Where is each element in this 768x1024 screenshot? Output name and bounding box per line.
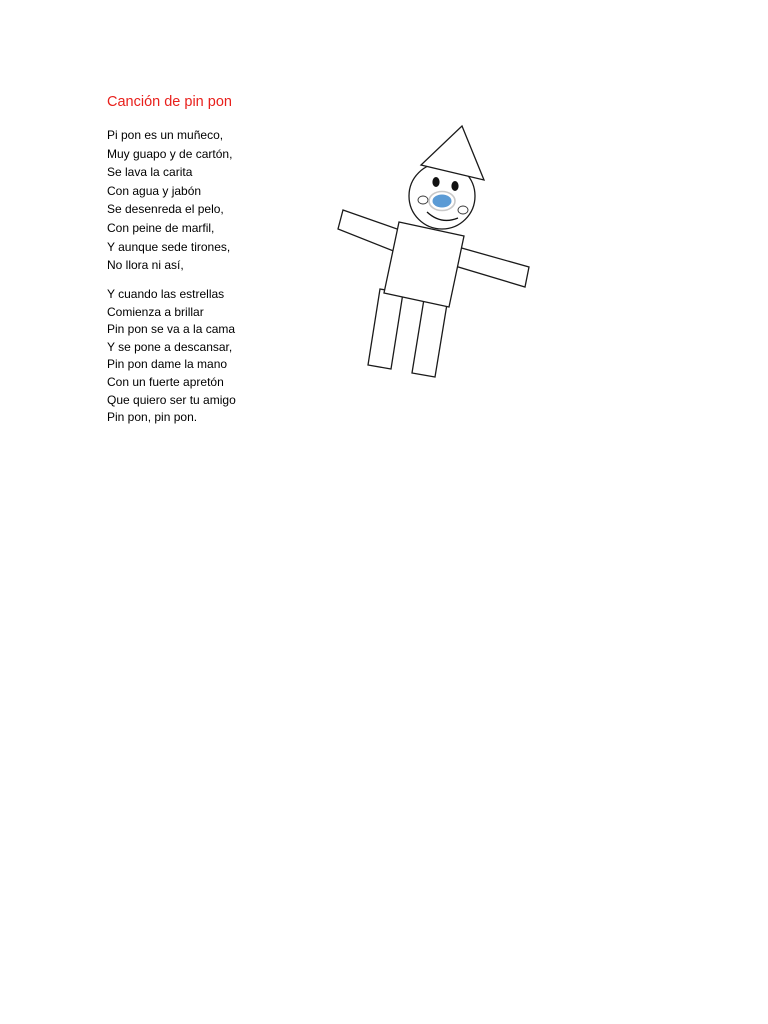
verse-line: Y cuando las estrellas xyxy=(107,287,225,301)
left-leg xyxy=(368,289,403,369)
verse-line: Con peine de marfil, xyxy=(107,220,215,235)
song-title: Canción de pin pon xyxy=(107,94,232,110)
body-square xyxy=(384,222,464,307)
verse-line: Y aunque sede tirones, xyxy=(107,239,231,254)
stanza-2 xyxy=(107,286,236,427)
verse-line: Con agua y jabón xyxy=(107,183,202,198)
verse-line: Pin pon, pin pon. xyxy=(107,410,198,425)
verse-line: Se lava la carita xyxy=(107,165,193,180)
left-eye xyxy=(432,177,439,187)
verse-line: Muy guapo y de cartón, xyxy=(107,146,233,161)
verse-line: Se desenreda el pelo, xyxy=(107,202,224,217)
clown-nose xyxy=(433,195,452,208)
puppet-illustration xyxy=(330,120,540,385)
verse-line: Comienza a brillar xyxy=(107,304,204,319)
right-cheek xyxy=(458,206,468,214)
verse-line: Que quiero ser tu amigo xyxy=(107,392,236,407)
right-leg xyxy=(412,299,447,377)
verse-line: Con un fuerte apretón xyxy=(107,374,224,389)
verse-line: Y se pone a descansar, xyxy=(107,339,233,354)
verse-line: No llora ni así, xyxy=(107,258,184,273)
right-eye xyxy=(451,181,458,191)
stanza-1 xyxy=(107,126,232,275)
left-cheek xyxy=(418,196,428,204)
verse-line: Pi pon es un muñeco, xyxy=(107,128,224,142)
right-arm xyxy=(455,247,529,287)
verse-line: Pin pon se va a la cama xyxy=(107,322,236,337)
verse-line: Pin pon dame la mano xyxy=(107,357,228,372)
left-arm xyxy=(338,210,400,252)
